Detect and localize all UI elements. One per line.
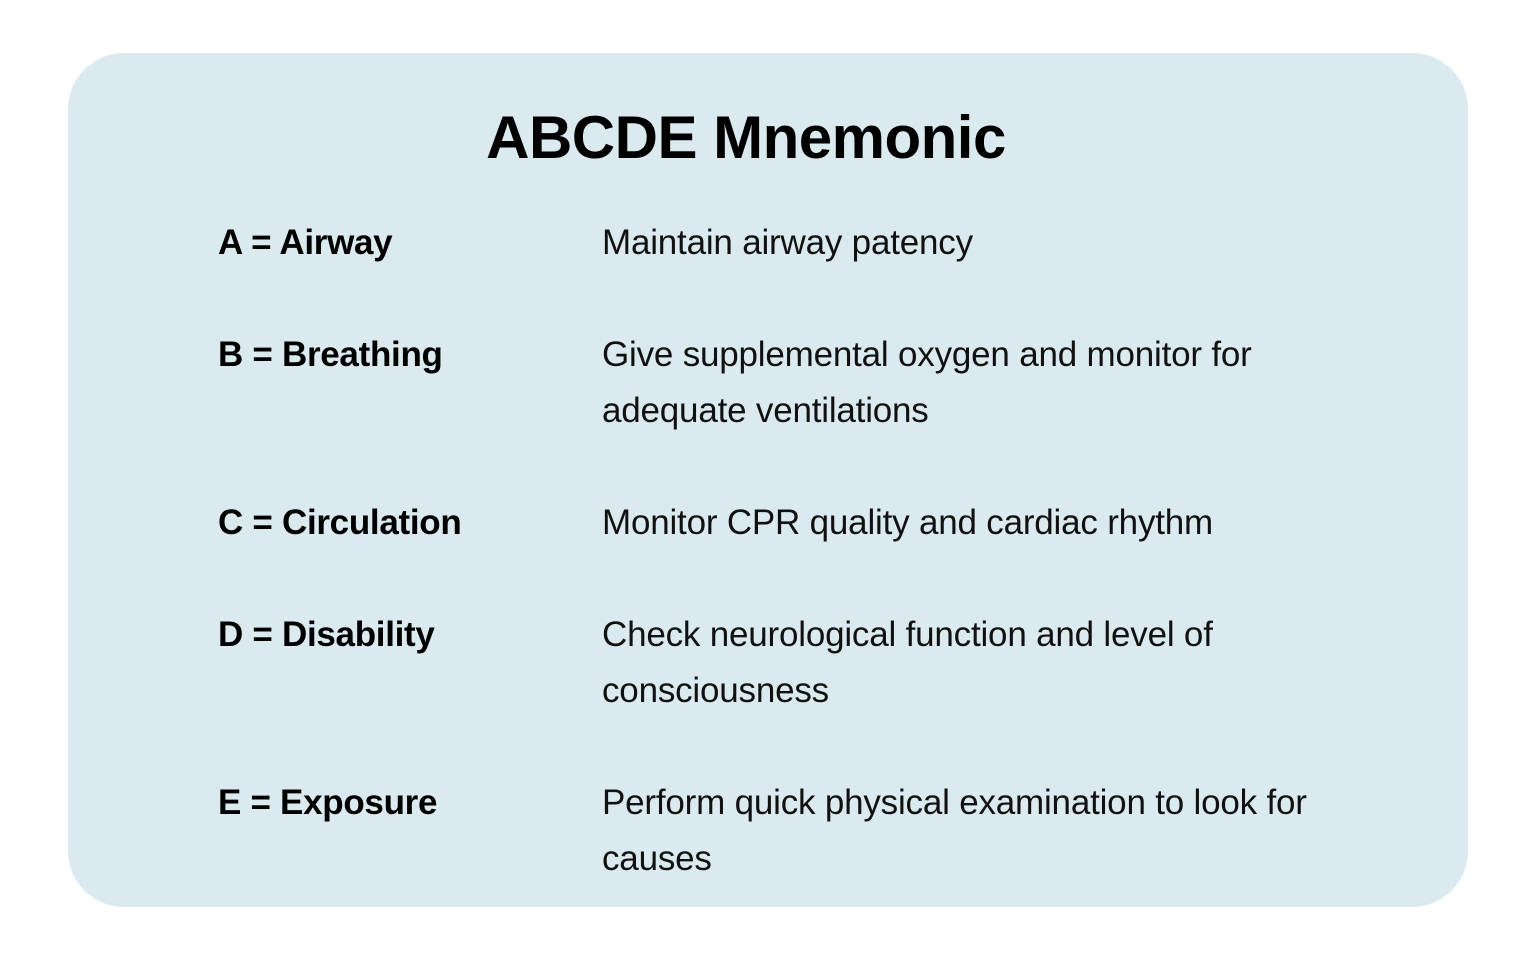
row-label: B = Breathing (218, 335, 443, 374)
page-title: ABCDE Mnemonic (486, 104, 1006, 171)
row-description: Check neurological function and level of consciousness (602, 615, 1213, 710)
row-label: E = Exposure (218, 783, 438, 822)
row-label: A = Airway (218, 223, 393, 262)
row-description: Maintain airway patency (602, 223, 973, 262)
row-label: C = Circulation (218, 503, 462, 542)
row-description: Perform quick physical examination to look for causes (602, 783, 1307, 878)
row-description: Give supplemental oxygen and monitor for adequate ventilations (602, 335, 1252, 430)
row-label: D = Disability (218, 615, 435, 654)
row-description: Monitor CPR quality and cardiac rhythm (602, 503, 1213, 542)
